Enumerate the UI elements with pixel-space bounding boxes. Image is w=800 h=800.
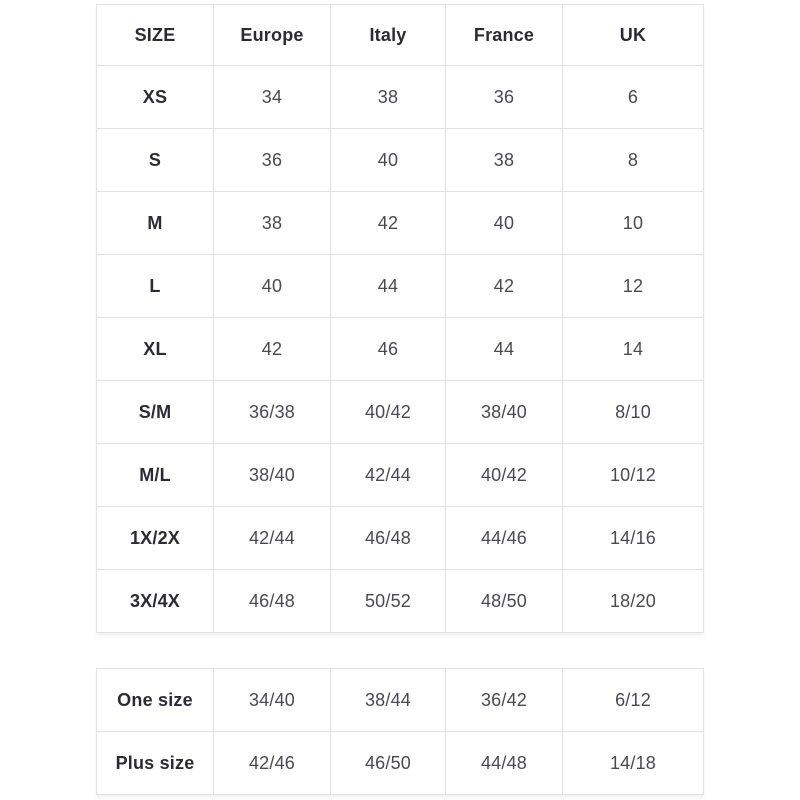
table-cell: 38/40: [214, 444, 331, 507]
table-cell: 50/52: [331, 570, 446, 633]
table-cell: 14/18: [563, 732, 704, 795]
table-cell: 36: [446, 66, 563, 129]
table-cell: 36: [214, 129, 331, 192]
table-cell: 40: [446, 192, 563, 255]
table-cell: 18/20: [563, 570, 704, 633]
table-row: [97, 732, 704, 795]
table-cell: 40: [331, 129, 446, 192]
table-cell: 8: [563, 129, 704, 192]
table-cell: 38: [446, 129, 563, 192]
row-label: L: [97, 255, 214, 318]
size-conversion-table: [96, 4, 704, 633]
special-sizes-table: [96, 668, 704, 795]
table-row: [97, 192, 704, 255]
table-cell: 44: [331, 255, 446, 318]
table-cell: 8/10: [563, 381, 704, 444]
table-cell: 46/48: [214, 570, 331, 633]
table-cell: 6/12: [563, 669, 704, 732]
table-cell: 38/40: [446, 381, 563, 444]
table-cell: 14: [563, 318, 704, 381]
row-label: 1X/2X: [97, 507, 214, 570]
row-label: 3X/4X: [97, 570, 214, 633]
row-label: S/M: [97, 381, 214, 444]
table-row: [97, 669, 704, 732]
row-label: One size: [97, 669, 214, 732]
table-cell: 12: [563, 255, 704, 318]
table-row: [97, 255, 704, 318]
column-header-europe: Europe: [214, 5, 331, 66]
table-cell: 42/44: [331, 444, 446, 507]
row-label: Plus size: [97, 732, 214, 795]
column-header-france: France: [446, 5, 563, 66]
column-header-italy: Italy: [331, 5, 446, 66]
table-row: [97, 129, 704, 192]
table-cell: 34: [214, 66, 331, 129]
tables-gap: [96, 633, 703, 668]
table-cell: 38/44: [331, 669, 446, 732]
table-cell: 6: [563, 66, 704, 129]
row-label: XS: [97, 66, 214, 129]
table-row: [97, 570, 704, 633]
table-cell: 10/12: [563, 444, 704, 507]
table-cell: 36/42: [446, 669, 563, 732]
table-row: [97, 318, 704, 381]
table-cell: 44: [446, 318, 563, 381]
table-cell: 48/50: [446, 570, 563, 633]
table-cell: 46/50: [331, 732, 446, 795]
table-row: [97, 507, 704, 570]
table-cell: 46/48: [331, 507, 446, 570]
table-cell: 46: [331, 318, 446, 381]
table-cell: 40: [214, 255, 331, 318]
column-header-uk: UK: [563, 5, 704, 66]
table-cell: 36/38: [214, 381, 331, 444]
row-label: S: [97, 129, 214, 192]
table-row: [97, 444, 704, 507]
table-cell: 44/48: [446, 732, 563, 795]
table-row: [97, 66, 704, 129]
table-cell: 14/16: [563, 507, 704, 570]
size-guide: [96, 4, 703, 795]
table-cell: 10: [563, 192, 704, 255]
row-label: M: [97, 192, 214, 255]
header-row: [97, 5, 704, 66]
table-cell: 44/46: [446, 507, 563, 570]
table-cell: 40/42: [446, 444, 563, 507]
table-cell: 38: [214, 192, 331, 255]
table-cell: 42: [446, 255, 563, 318]
table-row: [97, 381, 704, 444]
table-cell: 34/40: [214, 669, 331, 732]
row-label: M/L: [97, 444, 214, 507]
table-cell: 40/42: [331, 381, 446, 444]
column-header-size: SIZE: [97, 5, 214, 66]
row-label: XL: [97, 318, 214, 381]
table-cell: 38: [331, 66, 446, 129]
table-cell: 42: [331, 192, 446, 255]
table-cell: 42: [214, 318, 331, 381]
table-cell: 42/44: [214, 507, 331, 570]
table-cell: 42/46: [214, 732, 331, 795]
